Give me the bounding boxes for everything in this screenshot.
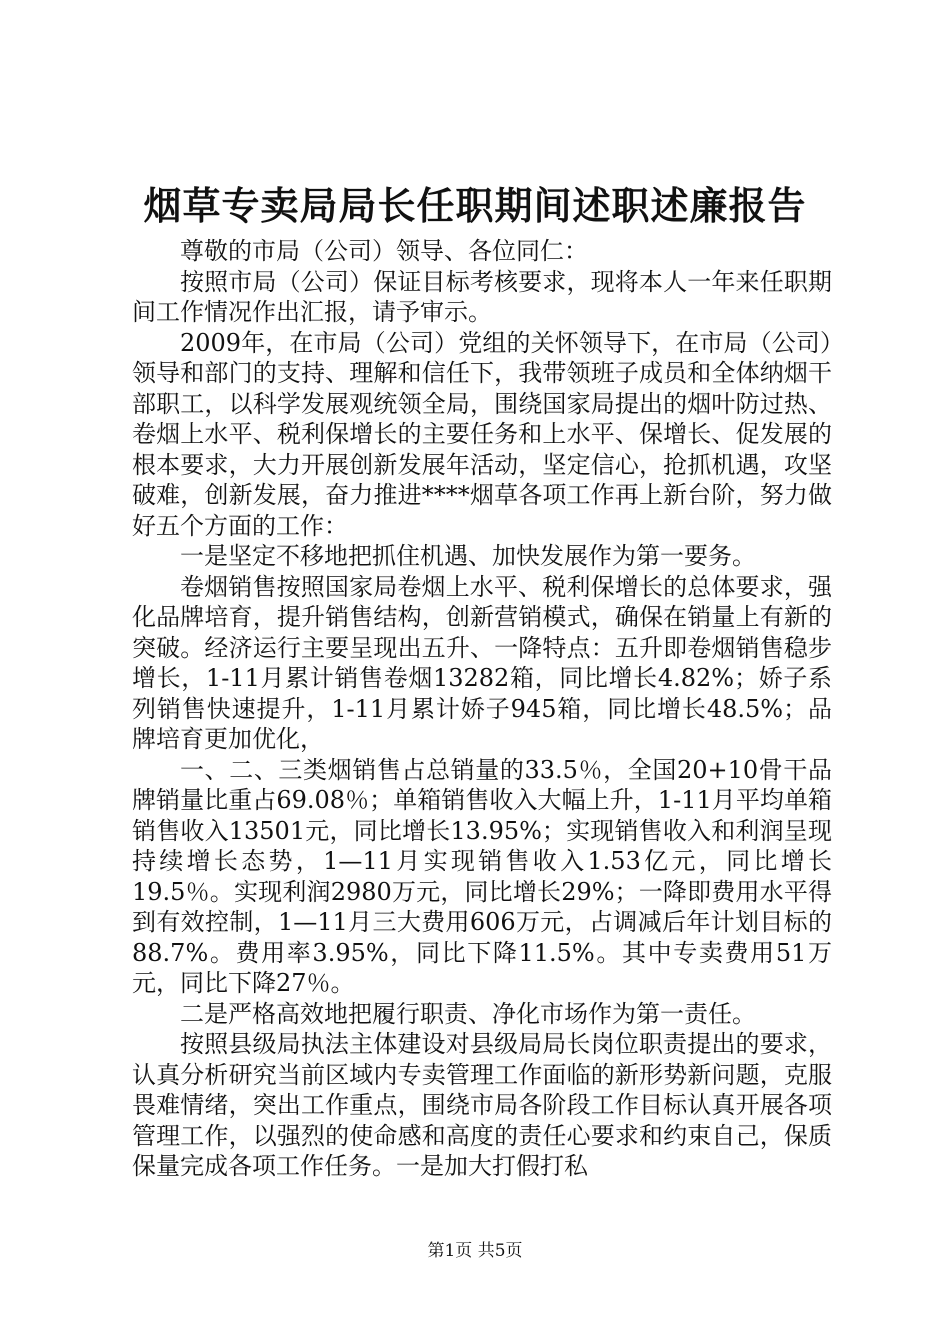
sales-figures-paragraph: 一、二、三类烟销售占总销量的33.5％，全国20+10骨干品牌销量比重占69.08％；单箱销售收入大幅上升，1-11月平均单箱销售收入13501元，同比增长13.95%；实现销售收入和利润呈现持续增长态势，1—11月实现销售收入1.53亿元，同比增长19.5％。实现利润2980万元，同比增长29%；一降即费用水平得到有效控制，1—11月三大费用606万元，占调减后年计划目标的88.7%。费用率3.95%，同比下降11.5%。其中专卖费用51万元，同比下降27％。 [132, 755, 832, 997]
salutation-paragraph: 尊敬的市局（公司）领导、各位同仁： [180, 237, 588, 265]
intro-paragraph: 按照市局（公司）保证目标考核要求，现将本人一年来任职期间工作情况作出汇报，请予审示。 [132, 267, 832, 326]
enforcement-paragraph: 按照县级局执法主体建设对县级局局长岗位职责提出的要求，认真分析研究当前区域内专卖管理工作面临的新形势新问题，克服畏难情绪，突出工作重点，围绕市局各阶段工作目标认真开展各项管理工作，以强烈的使命感和高度的责任心要求和约束自己，保质保量完成各项工作任务。一是加大打假打私 [132, 1030, 832, 1180]
section-one-heading: 一是坚定不移地把抓住机遇、加快发展作为第一要务。 [180, 542, 756, 570]
document-title: 烟草专卖局局长任职期间述职述廉报告 [143, 183, 807, 228]
section-two-heading: 二是严格高效地把履行职责、净化市场作为第一责任。 [180, 999, 756, 1028]
page-number-footer: 第1页 共5页 [427, 1241, 523, 1261]
document-body [132, 236, 832, 1182]
sales-paragraph: 卷烟销售按照国家局卷烟上水平、税利保增长的总体要求，强化品牌培育，提升销售结构，创新营销模式，确保在销量上有新的突破。经济运行主要呈现出五升、一降特点：五升即卷烟销售稳步增长，1-11月累计销售卷烟13282箱，同比增长4.82%；娇子系列销售快速提升，1-11月累计娇子945箱，同比增长48.5%；品牌培育更加优化， [132, 572, 832, 753]
overview-paragraph: 2009年，在市局（公司）党组的关怀领导下，在市局（公司）领导和部门的支持、理解和信任下，我带领班子成员和全体纳烟干部职工，以科学发展观统领全局，围绕国家局提出的烟叶防过热、卷烟上水平、税利保增长的主要任务和上水平、保增长、促发展的根本要求，大力开展创新发展年活动，坚定信心，抢抓机遇，攻坚破难，创新发展，奋力推进****烟草各项工作再上新台阶，努力做好五个方面的工作： [132, 328, 832, 540]
